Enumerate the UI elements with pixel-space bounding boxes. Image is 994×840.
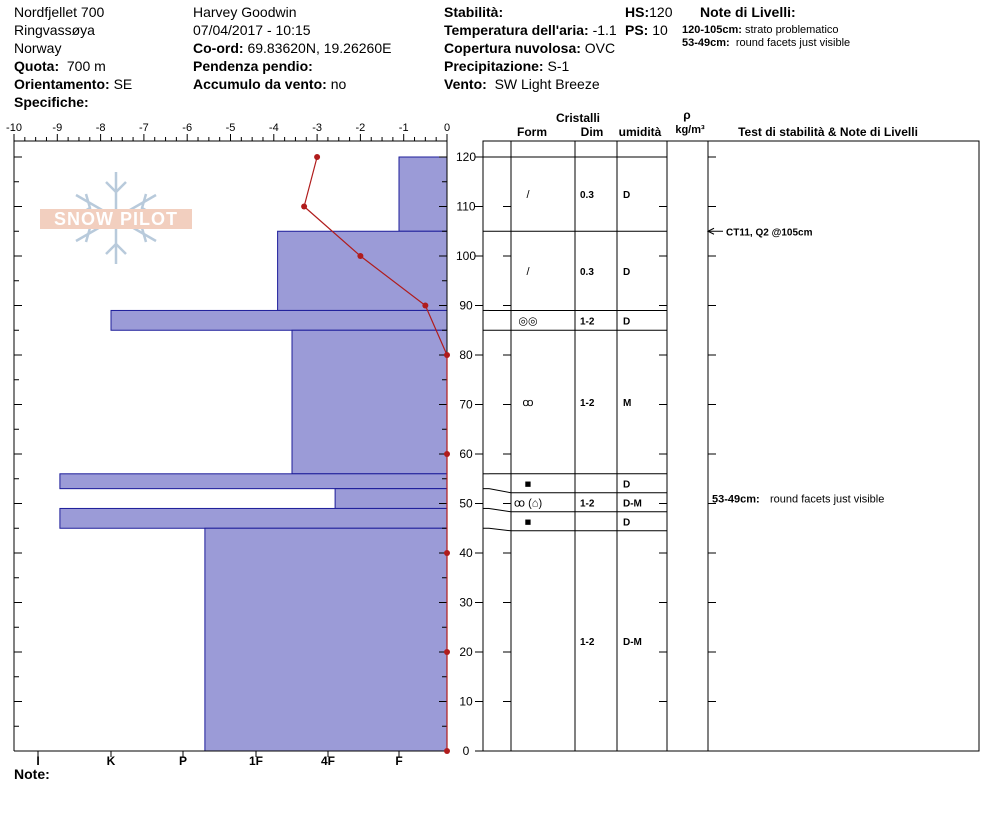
- hs-label: HS:: [625, 4, 650, 20]
- elevation-value: 700 m: [66, 58, 106, 74]
- hs-value: 120: [649, 4, 673, 20]
- wind-load-value: no: [330, 76, 347, 92]
- moisture-value: D: [623, 266, 631, 278]
- hardness-layer-bar: [205, 528, 447, 751]
- temperature-tick-label: -5: [225, 122, 236, 134]
- ps-value: 10: [652, 22, 668, 38]
- note-label: Note:: [14, 766, 50, 782]
- temperature-point: [444, 649, 450, 655]
- temperature-tick-label: -8: [95, 122, 106, 134]
- height-tick-label: 110: [456, 199, 476, 214]
- temperature-point: [301, 204, 307, 210]
- layer-note-text: round facets just visible: [735, 37, 851, 49]
- height-tick-label: 60: [459, 447, 473, 461]
- height-tick-label: 120: [455, 150, 477, 164]
- temperature-tick-label: -3: [312, 122, 322, 134]
- elevation-label: Quota:: [14, 58, 60, 74]
- temperature-point: [314, 154, 320, 160]
- grain-size: 1-2: [580, 636, 595, 648]
- hardness-layer-bar: [278, 231, 447, 310]
- temperature-point: [444, 550, 450, 556]
- form-header: Form: [517, 125, 547, 139]
- moisture-value: D: [623, 517, 631, 529]
- observation-datetime: 07/04/2017 - 10:15: [193, 22, 311, 38]
- stability-label: Stabilità:: [444, 4, 504, 20]
- height-tick-label: 80: [459, 348, 473, 362]
- density-unit: kg/m³: [675, 124, 705, 136]
- height-tick-label: 20: [459, 645, 473, 659]
- height-tick-label: 90: [459, 298, 473, 313]
- hardness-tick-label: I: [36, 754, 40, 768]
- aspect-value: SE: [113, 76, 133, 92]
- moisture-header: umidità: [618, 125, 662, 139]
- hardness-tick-label: K: [106, 754, 116, 768]
- cloud-value: OVC: [584, 40, 616, 56]
- height-tick-label: 70: [459, 397, 473, 412]
- temperature-point: [444, 352, 450, 358]
- temperature-tick-label: -10: [6, 122, 22, 134]
- table-connector-line: [489, 528, 511, 531]
- table-connector-line: [489, 489, 511, 493]
- temperature-point: [444, 748, 450, 754]
- grain-size: 0.3: [580, 266, 594, 278]
- wind-value: SW Light Breeze: [494, 76, 600, 92]
- temperature-tick-label: -1: [398, 122, 409, 134]
- temperature-point: [444, 451, 450, 457]
- height-tick-label: 40: [459, 546, 473, 560]
- air-temp-value: -1.1: [592, 22, 617, 38]
- temperature-tick-label: -9: [52, 122, 63, 134]
- height-tick-label: 0: [462, 744, 470, 758]
- crystals-header: Cristalli: [555, 111, 601, 125]
- coord-value: 69.83620N, 19.26260E: [247, 40, 392, 56]
- cloud-label: Copertura nuvolosa:: [444, 40, 581, 56]
- temperature-tick-label: -7: [139, 122, 149, 134]
- hardness-tick-label: F: [395, 754, 403, 768]
- height-tick-label: 10: [459, 694, 473, 709]
- location-name: Nordfjellet 700: [14, 4, 105, 20]
- coord-label: Co-ord:: [193, 40, 244, 56]
- dim-header: Dim: [580, 125, 604, 139]
- logo-text: SNOW PILOT: [54, 209, 178, 229]
- hardness-layer-bar: [292, 330, 447, 474]
- moisture-value: D: [623, 316, 631, 328]
- moisture-value: D: [623, 479, 631, 491]
- temperature-tick-label: 0: [443, 122, 451, 134]
- decomposing-fragments-icon: /: [526, 189, 530, 202]
- precip-label: Precipitazione:: [444, 58, 544, 74]
- layer-note-text: round facets just visible: [770, 493, 885, 506]
- country-name: Norway: [14, 40, 62, 56]
- density-symbol: ρ: [683, 108, 691, 122]
- faceted-crystals-icon: ■: [524, 478, 532, 491]
- grain-size: 1-2: [580, 316, 595, 328]
- hardness-layer-bar: [60, 474, 447, 489]
- melt-forms-icon: ꝏ (⌂): [513, 497, 543, 510]
- height-tick-label: 50: [459, 496, 473, 511]
- hardness-layer-bar: [335, 489, 447, 509]
- moisture-value: D-M: [623, 636, 642, 648]
- hardness-tick-label: P: [178, 754, 188, 768]
- temperature-tick-label: -4: [268, 122, 279, 134]
- aspect-label: Orientamento:: [14, 76, 110, 92]
- melt-forms-icon: ꝏ: [522, 397, 534, 410]
- hardness-layer-bar: [111, 310, 447, 330]
- hardness-tick-label: 1F: [248, 754, 264, 768]
- layer-note-range: 120-105cm:: [682, 24, 742, 36]
- region-name: Ringvassøya: [14, 22, 95, 38]
- ps-label: PS:: [625, 22, 649, 38]
- temperature-point: [357, 253, 363, 259]
- decomposing-fragments-icon: /: [526, 265, 530, 278]
- layer-notes-title: Note di Livelli:: [700, 4, 796, 20]
- hardness-layer-bar: [399, 157, 447, 231]
- layer-note-text: strato problematico: [745, 24, 839, 36]
- hardness-tick-label: 4F: [320, 754, 336, 768]
- grain-size: 1-2: [580, 398, 595, 410]
- grain-size: 0.3: [580, 190, 594, 202]
- observer-name: Harvey Goodwin: [193, 4, 297, 20]
- layer-note-range: 53-49cm:: [682, 37, 730, 49]
- temperature-tick-label: -6: [182, 122, 193, 134]
- faceted-crystals-icon: ■: [524, 516, 532, 529]
- moisture-value: M: [623, 398, 632, 410]
- moisture-value: D-M: [623, 498, 642, 510]
- rounded-grains-icon: ◎◎: [518, 315, 538, 328]
- height-tick-label: 100: [455, 249, 477, 263]
- height-tick-label: 30: [459, 595, 473, 610]
- hardness-layer-bar: [60, 508, 447, 528]
- stability-test-note: CT11, Q2 @105cm: [726, 227, 813, 239]
- wind-label: Vento:: [444, 76, 487, 92]
- layer-note-range: 53-49cm:: [712, 493, 760, 506]
- grain-size: 1-2: [580, 498, 595, 510]
- wind-load-label: Accumulo da vento:: [193, 76, 327, 92]
- precip-value: S-1: [547, 58, 570, 74]
- specifics-label: Specifiche:: [14, 94, 89, 110]
- moisture-value: D: [623, 190, 631, 202]
- tests-header: Test di stabilità & Note di Livelli: [738, 125, 918, 139]
- table-connector-line: [489, 508, 511, 511]
- air-temp-label: Temperatura dell'aria:: [444, 22, 589, 38]
- snow-pilot-logo: [40, 172, 192, 264]
- temperature-tick-label: -2: [355, 122, 366, 134]
- slope-label: Pendenza pendio:: [193, 58, 313, 74]
- temperature-point: [422, 303, 428, 309]
